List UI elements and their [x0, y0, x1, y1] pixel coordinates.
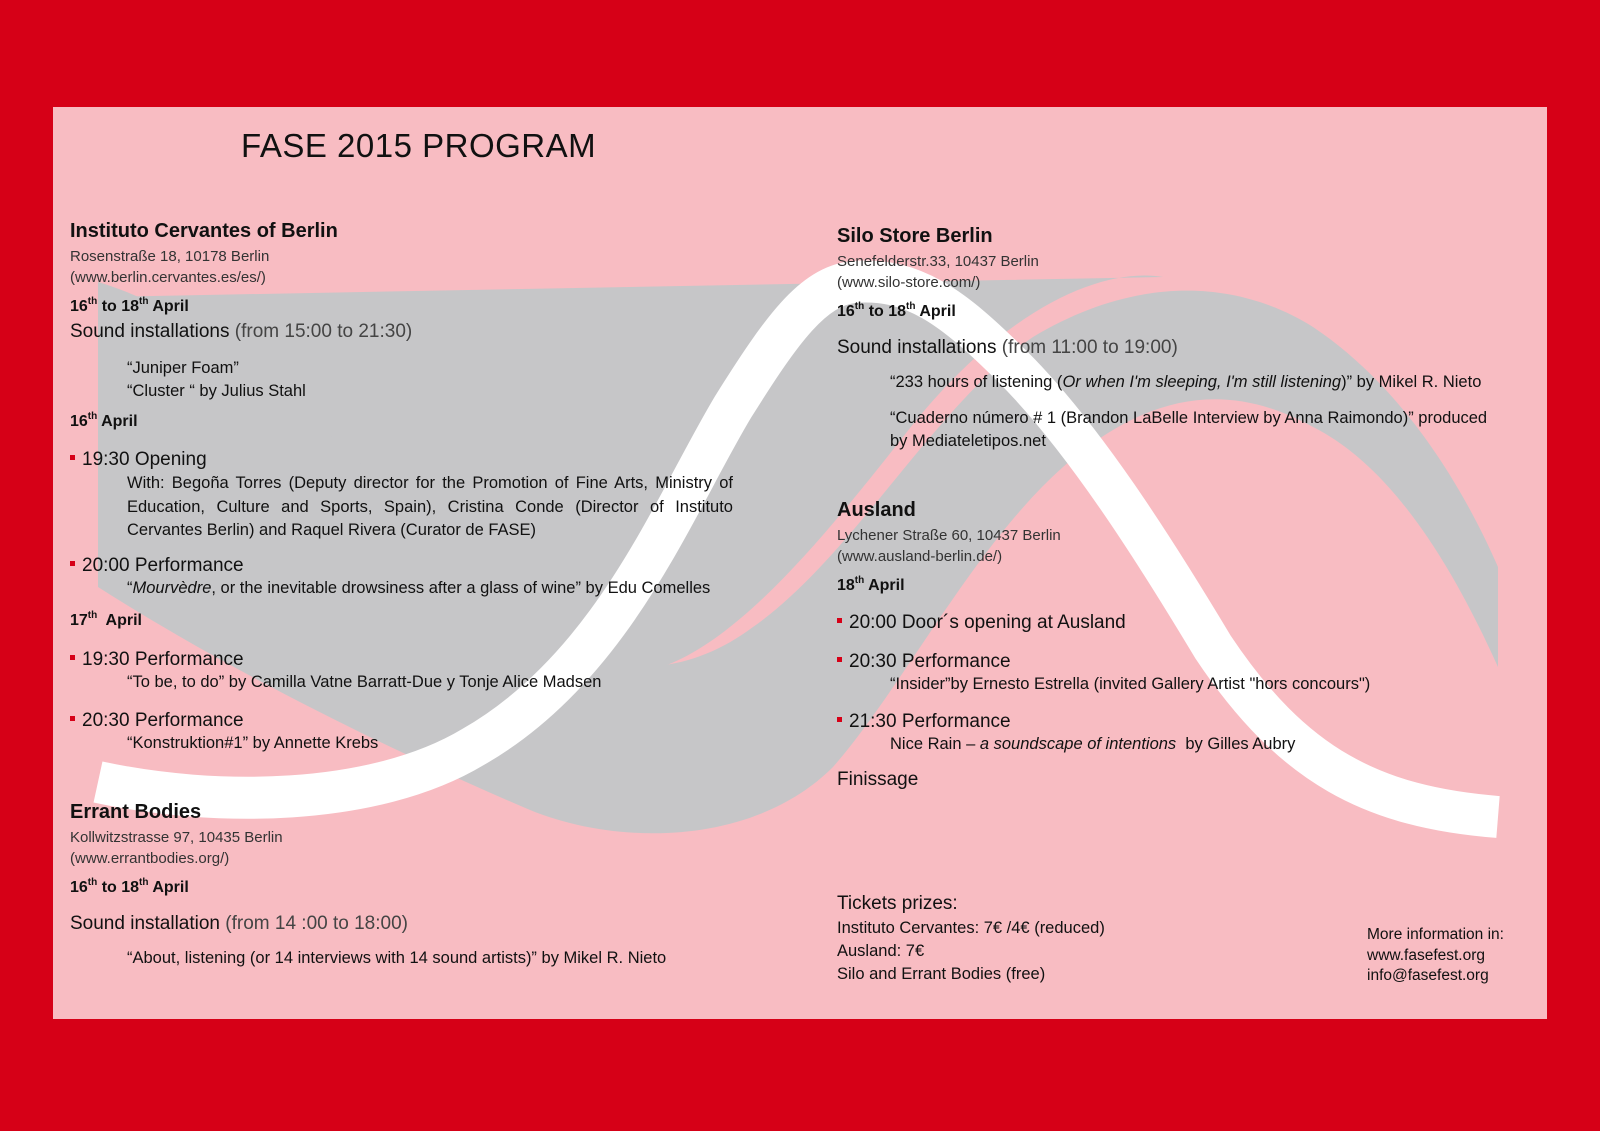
date-errant-range: 16th to 18th April — [70, 877, 189, 896]
bullet-icon — [837, 618, 842, 623]
address-line: Rosenstraße 18, 10178 Berlin — [70, 248, 270, 265]
info-heading: More information in: — [1367, 926, 1504, 943]
performance-description: “Konstruktion#1” by Annette Krebs — [127, 734, 379, 752]
date-silo-range: 16th to 18th April — [837, 301, 956, 320]
address-line: Lychener Straße 60, 10437 Berlin — [837, 527, 1061, 544]
address-line: Kollwitzstrasse 97, 10435 Berlin — [70, 829, 283, 846]
performance-description: Nice Rain – a soundscape of intentions by Gilles Aubry — [890, 735, 1296, 753]
venue-address-ausland — [837, 525, 1061, 567]
venue-url: (www.errantbodies.org/) — [70, 850, 230, 867]
bullet-icon — [70, 655, 75, 660]
event-performance-1930: 19:30 Performance — [70, 649, 244, 671]
address-line: Senefelderstr.33, 10437 Berlin — [837, 253, 1039, 270]
performance-description: “Mourvèdre, or the inevitable drowsiness after a glass of wine” by Edu Comelles — [127, 579, 711, 597]
venue-url: (www.silo-store.com/) — [837, 274, 981, 291]
list-item: “Cluster “ by Julius Stahl — [127, 382, 306, 400]
description-line: “Cuaderno número # 1 (Brandon LaBelle Interview by Anna Raimondo)” produced — [890, 409, 1488, 427]
venue-name-silo: Silo Store Berlin — [837, 225, 993, 247]
bullet-icon — [837, 657, 842, 662]
date-ausland: 18th April — [837, 575, 905, 594]
venue-name-ausland: Ausland — [837, 499, 916, 521]
date-cervantes-17: 17th April — [70, 610, 142, 629]
tickets-list — [837, 917, 1105, 986]
venue-url: (www.ausland-berlin.de/) — [837, 548, 1003, 565]
bullet-icon — [837, 717, 842, 722]
event-opening: 19:30 Opening — [70, 449, 207, 471]
list-item: “Juniper Foam” — [127, 359, 239, 377]
installations-heading-silo: Sound installations (from 11:00 to 19:00) — [837, 337, 1178, 358]
venue-address-errant — [70, 827, 283, 869]
event-performance-2030-ausland: 20:30 Performance — [837, 651, 1011, 673]
more-info — [1367, 925, 1504, 987]
installation-description-errant: “About, listening (or 14 interviews with 14 sound artists)” by Mikel R. Nieto — [127, 949, 667, 967]
installation-description-silo-2 — [890, 407, 1487, 453]
finissage-label: Finissage — [837, 769, 919, 790]
event-performance-2130-ausland: 21:30 Performance — [837, 711, 1011, 733]
event-performance-2030: 20:30 Performance — [70, 710, 244, 732]
venue-address-silo — [837, 251, 1039, 293]
installation-heading-errant: Sound installation (from 14 :00 to 18:00) — [70, 913, 408, 934]
ticket-price-line: Ausland: 7€ — [837, 942, 925, 960]
ticket-price-line: Instituto Cervantes: 7€ /4€ (reduced) — [837, 919, 1105, 937]
tickets-heading: Tickets prizes: — [837, 893, 958, 914]
date-cervantes-16: 16th April — [70, 411, 138, 430]
performance-description: “Insider”by Ernesto Estrella (invited Gallery Artist "hors concours") — [890, 675, 1371, 693]
ticket-price-line: Silo and Errant Bodies (free) — [837, 965, 1046, 983]
description-line: by Mediateletipos.net — [890, 432, 1046, 450]
bullet-icon — [70, 561, 75, 566]
wave-decoration — [53, 107, 1547, 1019]
venue-url: (www.berlin.cervantes.es/es/) — [70, 269, 266, 286]
date-cervantes-range: 16th to 18th April — [70, 296, 189, 315]
bullet-icon — [70, 716, 75, 721]
venue-name-errant: Errant Bodies — [70, 801, 202, 823]
page-title: FASE 2015 PROGRAM — [241, 127, 597, 164]
info-email: info@fasefest.org — [1367, 967, 1489, 984]
bullet-icon — [70, 455, 75, 460]
venue-address-cervantes — [70, 246, 269, 288]
venue-name-cervantes: Instituto Cervantes of Berlin — [70, 220, 338, 242]
info-website: www.fasefest.org — [1367, 946, 1486, 964]
opening-description: With: Begoña Torres (Deputy director for the Promotion of Fine Arts, Ministry of Education, Culture and Sports, Spain), Cristina Conde (Director of Instituto Cervantes Berlin) and Raquel Rivera (Curator de FASE) — [127, 474, 733, 539]
installations-heading-cervantes: Sound installations (from 15:00 to 21:30) — [70, 321, 413, 342]
event-doors-opening: 20:00 Door´s opening at Ausland — [837, 612, 1126, 634]
event-performance-2000: 20:00 Performance — [70, 555, 244, 577]
installation-description-silo-1: “233 hours of listening (Or when I'm sleeping, I'm still listening)” by Mikel R. Nieto — [890, 373, 1482, 391]
performance-description: “To be, to do” by Camilla Vatne Barratt-Due y Tonje Alice Madsen — [127, 673, 602, 691]
installation-list-cervantes — [127, 357, 306, 403]
program-card — [53, 107, 1547, 1019]
